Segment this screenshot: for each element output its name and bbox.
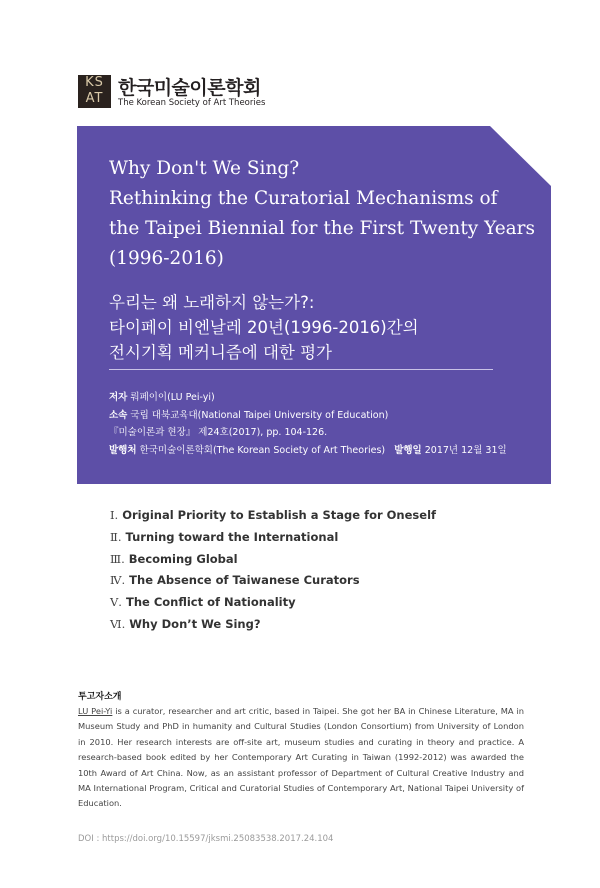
society-logo [78, 75, 268, 109]
toc-number: Ⅵ. [110, 616, 126, 631]
society-name-en: The Korean Society of Art Theories [118, 98, 266, 108]
title-divider [109, 369, 493, 370]
author-bio-text: is a curator, researcher and art critic, based in Taipei. She got her BA in Chinese Literature, MA in Museum Study and PhD in humanity and Cultural Studies (London Consortium) from University of London in 2010. Her research interests are off-site art, museum studies and curating in theory and practice. A research-based book edited by her Contemporary Art Curating in Taiwan (1992-2012) was awarded the 10th Award of Art China. Now, as an assistant professor of Department of Cultural Creative Industry and MA International Program, Critical and Curatorial Studies of Contemporary Art, National Taipei University of Education. [78, 706, 525, 809]
logo-mark-bottom: AT [85, 91, 104, 106]
toc-item [110, 549, 530, 571]
author-section-heading: 투고자소개 [78, 692, 122, 702]
logo-mark-top: KS [85, 75, 104, 90]
publisher-line [109, 442, 549, 460]
toc-label: Turning toward the International [125, 529, 339, 544]
article-meta [109, 389, 549, 459]
title-ko-line: 전시기획 메커니즘에 대한 평가 [109, 343, 332, 362]
toc-label: Why Don’t We Sing? [129, 616, 261, 631]
publisher-value: 한국미술이론학회(The Korean Society of Art Theories) [139, 444, 386, 456]
toc-number: Ⅳ. [110, 573, 126, 588]
toc-label: Becoming Global [128, 551, 238, 566]
toc-label: The Absence of Taiwanese Curators [129, 573, 360, 588]
title-ko-line: 우리는 왜 노래하지 않는가?: [109, 293, 315, 312]
date-label: 발행일 [394, 444, 422, 456]
toc-number: Ⅴ. [110, 595, 122, 610]
title-en-line: Why Don't We Sing? [109, 158, 300, 179]
date-value: 2017년 12월 31일 [424, 444, 507, 456]
toc-label: Original Priority to Establish a Stage for Oneself [122, 508, 437, 522]
title-en-line: Rethinking the Curatorial Mechanisms of [109, 188, 498, 209]
journal-line: 『미술이론과 현장』 제24호(2017), pp. 104-126. [109, 427, 328, 438]
author-label: 저자 [109, 392, 128, 403]
toc-item [110, 614, 530, 636]
toc-label: The Conflict of Nationality [125, 595, 296, 610]
author-name: LU Pei-Yi [78, 706, 113, 716]
toc-number: Ⅱ. [110, 529, 122, 544]
toc-item [110, 570, 530, 592]
table-of-contents [110, 505, 530, 636]
korean-title [109, 290, 529, 365]
toc-number: Ⅲ. [110, 551, 125, 566]
title-en-line: the Taipei Biennial for the First Twenty Years [109, 218, 536, 239]
author-bio [78, 704, 524, 812]
author-value: 뤄페이이(LU Pei-yi) [130, 392, 215, 403]
title-en-line: (1996-2016) [109, 248, 224, 269]
toc-item [110, 505, 530, 527]
toc-item [110, 592, 530, 614]
doi-link[interactable]: DOI : https://doi.org/10.15597/jksmi.25083538.2017.24.104 [78, 834, 334, 844]
title-ko-line: 타이페이 비엔날레 20년(1996-2016)간의 [109, 318, 419, 337]
affiliation-line [109, 407, 549, 425]
toc-number: Ⅰ. [110, 508, 119, 522]
publisher-label: 발행처 [109, 444, 137, 456]
author-line [109, 389, 549, 407]
affiliation-value: 국립 대북교육대(National Taipei University of Education) [130, 409, 389, 421]
society-name-ko: 한국미술이론학회 [118, 77, 261, 99]
english-title [109, 154, 549, 274]
affiliation-label: 소속 [109, 409, 128, 421]
ksat-logo-mark [78, 75, 111, 108]
toc-item [110, 527, 530, 549]
